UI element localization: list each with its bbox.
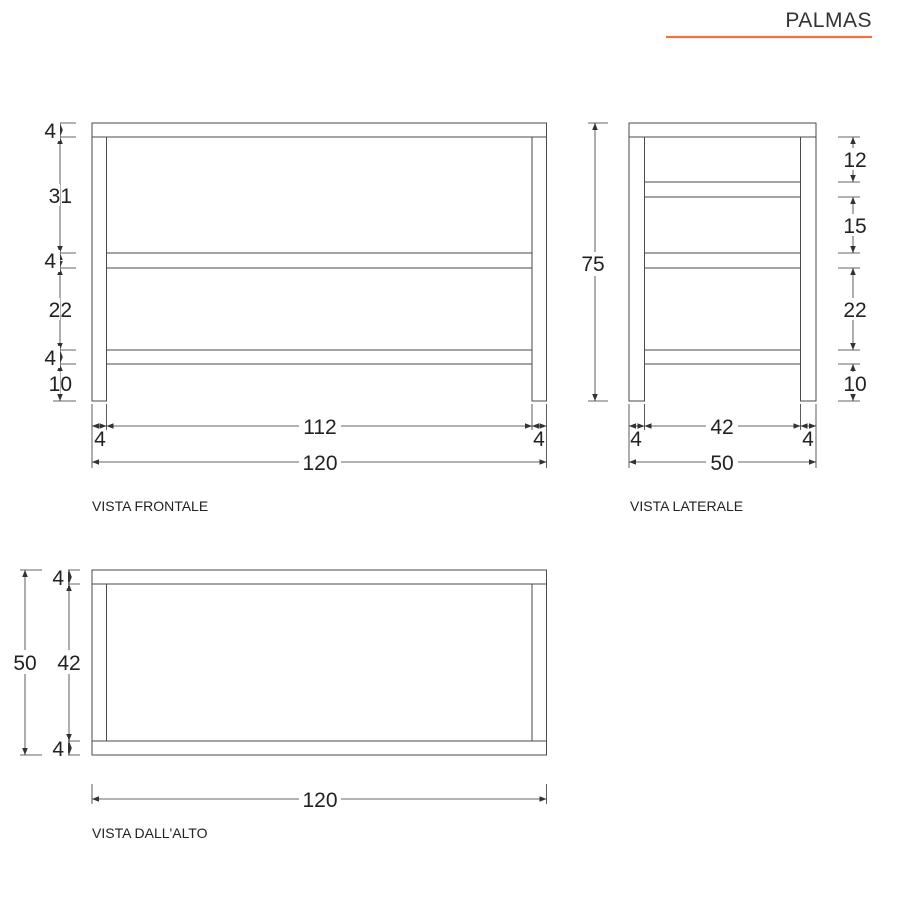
side-upper-rail [645, 182, 801, 197]
front-view [30, 119, 547, 514]
front-dim-lower-gap: 22 [48, 299, 72, 322]
top-right-side [532, 584, 547, 741]
front-right-leg [532, 137, 547, 401]
front-dim-lower-shelf: 4 [44, 347, 56, 370]
side-dim-top-gap: 12 [843, 149, 867, 172]
side-dim-inner-depth: 42 [710, 416, 734, 439]
front-dim-top-thickness: 4 [44, 120, 56, 143]
side-middle-shelf [645, 253, 801, 268]
side-dim-upper-gap: 15 [843, 215, 867, 238]
top-view [8, 566, 547, 841]
top-left-side [92, 584, 107, 741]
side-dim-right-leg: 4 [802, 428, 814, 451]
front-view-caption: VISTA FRONTALE [92, 498, 209, 514]
side-dim-total-depth: 50 [710, 452, 734, 475]
front-dim-left-leg: 4 [94, 428, 106, 451]
brand-name: PALMAS [785, 9, 872, 32]
front-left-leg [92, 137, 107, 401]
top-front-rail [92, 741, 547, 755]
side-dim-floor-gap: 10 [843, 373, 867, 396]
top-dim-total-depth: 50 [13, 652, 37, 675]
front-dim-upper-gap: 31 [48, 185, 72, 208]
top-outline [92, 570, 547, 755]
front-lower-shelf [107, 350, 533, 364]
side-left-leg [629, 137, 645, 401]
front-dim-total-width: 120 [302, 452, 338, 475]
front-dim-right-leg: 4 [533, 428, 545, 451]
top-view-caption: VISTA DALL'ALTO [92, 825, 208, 841]
side-view-caption: VISTA LATERALE [630, 498, 744, 514]
front-top-panel [92, 123, 547, 137]
top-dim-back-rail: 4 [52, 567, 64, 590]
front-dim-floor-gap: 10 [48, 373, 72, 396]
top-back-rail [92, 570, 547, 584]
side-view [577, 123, 870, 514]
front-dim-inner-width: 112 [303, 416, 337, 439]
top-dim-inner-depth: 42 [57, 652, 81, 675]
front-dim-middle-shelf: 4 [44, 250, 56, 273]
front-middle-shelf [107, 253, 533, 268]
side-dim-total-height: 75 [581, 253, 605, 276]
side-dim-left-leg: 4 [630, 428, 642, 451]
side-top-panel [629, 123, 816, 137]
side-dim-lower-gap: 22 [843, 299, 867, 322]
top-dim-total-width: 120 [302, 789, 338, 812]
side-lower-shelf [645, 350, 801, 364]
side-right-leg [801, 137, 817, 401]
top-dim-front-rail: 4 [52, 738, 64, 761]
